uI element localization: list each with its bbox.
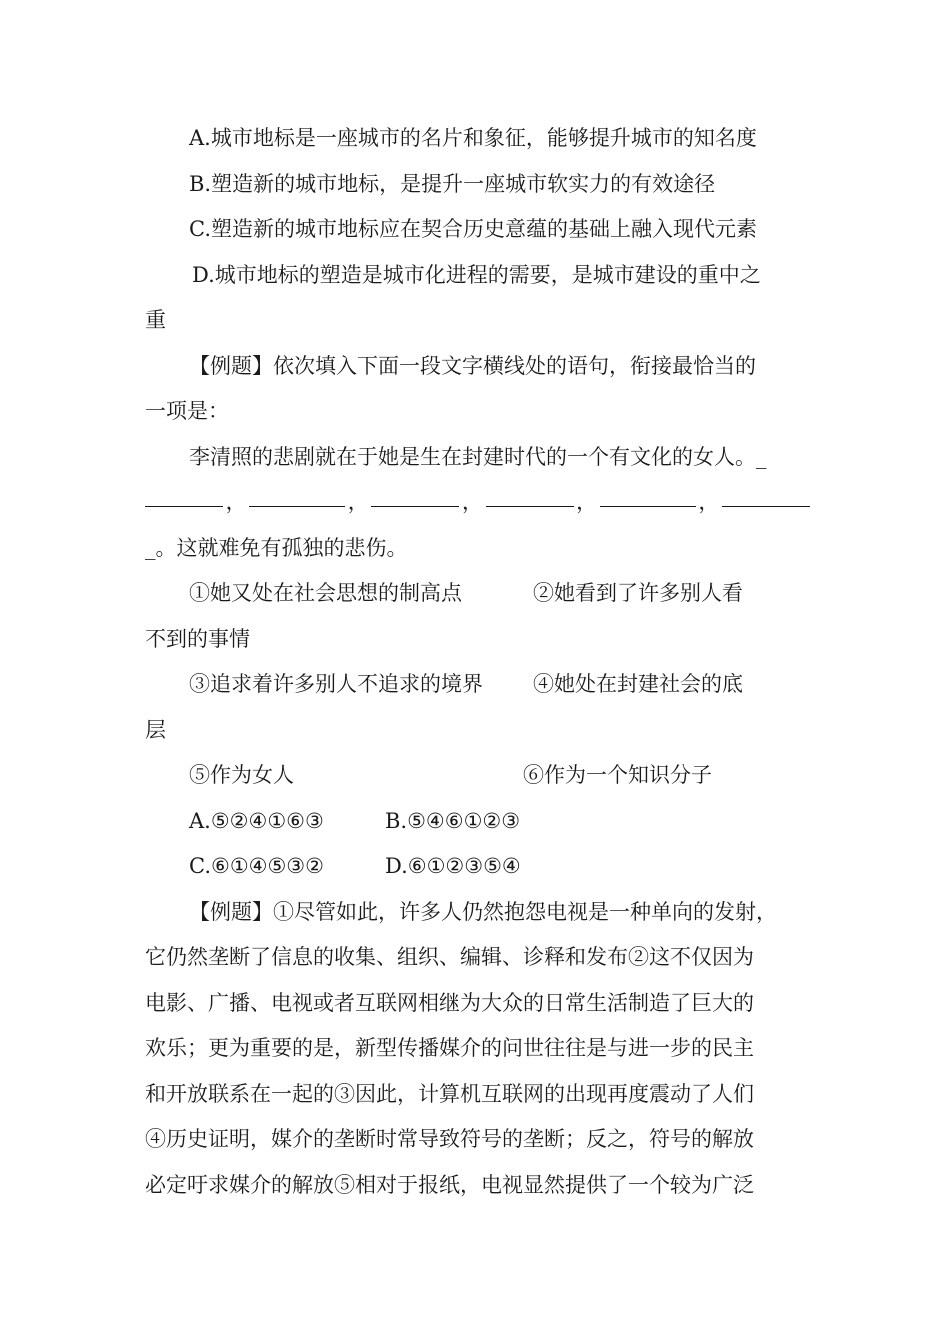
example3-line: ④历史证明，媒介的垄断时常导致符号的垄断；反之，符号的解放 bbox=[145, 1127, 754, 1151]
item-4-line2: 层 bbox=[145, 717, 166, 742]
option-b: B.塑造新的城市地标，是提升一座城市软实力的有效途径 bbox=[189, 171, 716, 196]
example3-line: 欢乐；更为重要的是，新型传播媒介的问世往往是与进一步的民主 bbox=[145, 1036, 754, 1060]
choice-b: B.⑤④⑥①②③ bbox=[385, 808, 521, 833]
item-4-line1: ④她处在封建社会的底 bbox=[533, 672, 743, 696]
document-page bbox=[145, 116, 810, 1208]
choice-d: D.⑥①②③⑤④ bbox=[385, 854, 521, 878]
example3-line: 必定吁求媒介的解放⑤相对于报纸，电视显然提供了一个较为广泛 bbox=[145, 1172, 754, 1197]
example2-prompt-line2: 一项是： bbox=[145, 399, 229, 423]
item-6: ⑥作为一个知识分子 bbox=[523, 763, 712, 787]
blank-line bbox=[600, 480, 696, 507]
blank-separator: ， bbox=[347, 490, 369, 514]
item-2-line2: 不到的事情 bbox=[145, 626, 250, 651]
example2-blanks-row bbox=[145, 480, 810, 526]
example3-line: 和开放联系在一起的③因此，计算机互联网的出现再度震动了人们 bbox=[145, 1081, 754, 1106]
item-row-3-4 bbox=[145, 662, 810, 708]
option-a: A.城市地标是一座城市的名片和象征，能够提升城市的知名度 bbox=[189, 126, 757, 150]
blank-line bbox=[486, 480, 574, 507]
example3-line: 【例题】①尽管如此，许多人仍然抱怨电视是一种单向的发射， bbox=[189, 899, 777, 924]
blank-line bbox=[145, 480, 223, 507]
example2-prompt-line1: 【例题】依次填入下面一段文字横线处的语句，衔接最恰当的 bbox=[189, 353, 756, 378]
choice-row-ab bbox=[145, 799, 810, 845]
blank-separator: ， bbox=[698, 490, 720, 514]
choice-row-cd bbox=[145, 844, 810, 890]
blank-separator: ， bbox=[461, 490, 483, 514]
example2-passage-line1: 李清照的悲剧就在于她是生在封建时代的一个有文化的女人。_ bbox=[189, 444, 767, 469]
blank-separator: ， bbox=[225, 490, 247, 514]
blank-separator: ， bbox=[576, 490, 598, 514]
item-1: ①她又处在社会思想的制高点 bbox=[189, 581, 462, 605]
option-d-line1: D.城市地标的塑造是城市化进程的需要，是城市建设的重中之 bbox=[192, 262, 761, 287]
blank-line bbox=[371, 480, 459, 507]
option-d-line2: 重 bbox=[145, 308, 166, 332]
example3-line: 电影、广播、电视或者互联网相继为大众的日常生活制造了巨大的 bbox=[145, 990, 754, 1015]
item-3: ③追求着许多别人不追求的境界 bbox=[189, 672, 483, 696]
option-c: C.塑造新的城市地标应在契合历史意蕴的基础上融入现代元素 bbox=[189, 217, 757, 241]
blank-line bbox=[249, 480, 345, 507]
choice-a: A.⑤②④①⑥③ bbox=[189, 808, 324, 833]
choice-c: C.⑥①④⑤③② bbox=[189, 854, 324, 878]
example3-line: 它仍然垄断了信息的收集、组织、编辑、诊释和发布②这不仅因为 bbox=[145, 945, 754, 969]
blank-line bbox=[722, 480, 810, 507]
item-row-1-2 bbox=[145, 571, 810, 617]
item-row-5-6 bbox=[145, 753, 810, 799]
example2-passage-line3: _。这就难免有孤独的悲伤。 bbox=[145, 535, 408, 560]
item-5: ⑤作为女人 bbox=[189, 763, 294, 787]
item-2-line1: ②她看到了许多别人看 bbox=[533, 581, 743, 605]
